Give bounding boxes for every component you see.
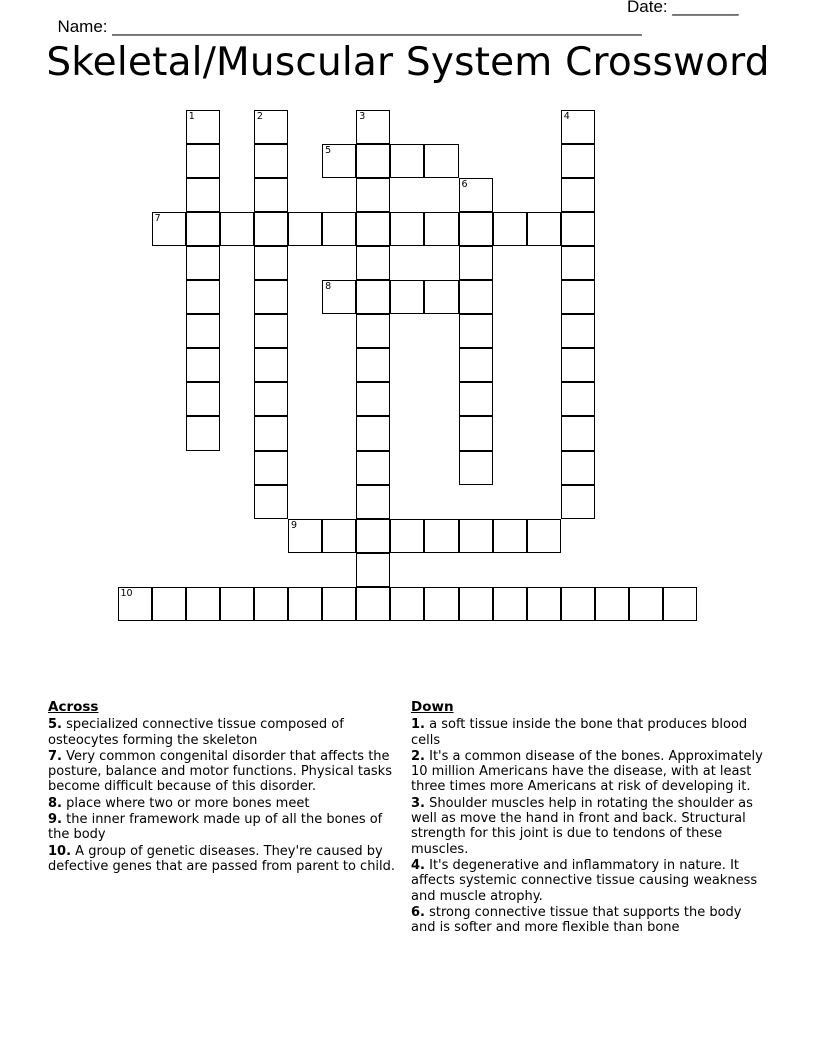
clue-number-label: 3 xyxy=(359,110,366,122)
clue-down-4 xyxy=(411,858,767,904)
grid-cell[interactable] xyxy=(186,280,220,314)
clue-text: It's degenerative and inflammatory in nature. It affects systemic connective tissue causing weakness and muscle atrophy. xyxy=(411,857,758,904)
grid-cell[interactable] xyxy=(322,212,356,246)
grid-cell[interactable] xyxy=(356,451,390,485)
grid-cell[interactable] xyxy=(322,280,356,314)
clue-number: 1. xyxy=(411,717,425,733)
grid-cell[interactable] xyxy=(186,178,220,212)
grid-cell[interactable] xyxy=(390,587,424,621)
grid-cell[interactable] xyxy=(459,382,493,416)
grid-cell[interactable] xyxy=(561,144,595,178)
clue-text: A group of genetic diseases. They're caused by defective genes that are passed from parent to child. xyxy=(48,843,396,874)
grid-cell[interactable] xyxy=(561,416,595,450)
grid-cell[interactable] xyxy=(561,314,595,348)
grid-cell[interactable] xyxy=(629,587,663,621)
grid-cell[interactable] xyxy=(322,519,356,553)
grid-cell[interactable] xyxy=(561,587,595,621)
clue-across-5 xyxy=(48,717,400,748)
clue-text: It's a common disease of the bones. Approximately 10 million Americans have the disease, with at least three times more Americans at risk of developing it. xyxy=(411,748,763,795)
grid-cell[interactable] xyxy=(254,451,288,485)
clue-text: a soft tissue inside the bone that produces blood cells xyxy=(411,717,748,748)
clue-number-label: 2 xyxy=(256,110,263,122)
grid-cell[interactable] xyxy=(254,382,288,416)
clue-across-10 xyxy=(48,844,400,875)
grid-cell[interactable] xyxy=(595,587,629,621)
grid-cell[interactable] xyxy=(459,587,493,621)
grid-cell[interactable] xyxy=(356,485,390,519)
clue-number: 3. xyxy=(411,795,425,811)
grid-cell[interactable] xyxy=(288,519,322,553)
grid-cell[interactable] xyxy=(288,587,322,621)
clue-number-label: 7 xyxy=(154,212,161,224)
down-clues xyxy=(411,700,767,936)
grid-cell[interactable] xyxy=(186,212,220,246)
grid-cell[interactable] xyxy=(356,416,390,450)
across-clues xyxy=(48,700,400,875)
clue-across-7 xyxy=(48,749,400,795)
clue-number: 10. xyxy=(48,843,72,859)
clue-number: 5. xyxy=(48,717,62,733)
grid-cell[interactable] xyxy=(186,587,220,621)
grid-cell[interactable] xyxy=(152,212,186,246)
clue-text: the inner framework made up of all the bones of the body xyxy=(48,812,383,843)
clue-number-label: 8 xyxy=(325,281,332,292)
grid-cell[interactable] xyxy=(459,451,493,485)
grid-cell[interactable] xyxy=(459,246,493,280)
clue-number-label: 6 xyxy=(461,178,468,190)
grid-cell[interactable] xyxy=(254,314,288,348)
clue-number: 7. xyxy=(48,748,62,764)
clue-number: 2. xyxy=(411,748,425,764)
grid-cell[interactable] xyxy=(356,519,390,553)
grid-cell[interactable] xyxy=(356,280,390,314)
grid-cell[interactable] xyxy=(561,485,595,519)
grid-cell[interactable] xyxy=(459,416,493,450)
grid-cell[interactable] xyxy=(390,212,424,246)
clue-number: 6. xyxy=(411,904,425,920)
name-field[interactable]: Name: ________________________________________________________ xyxy=(57,17,642,36)
grid-cell[interactable] xyxy=(459,212,493,246)
clue-text: Shoulder muscles help in rotating the shoulder as well as move the hand in front and back. Structural strength for this joint is due to tendons of these muscles. xyxy=(411,795,753,857)
clue-number: 9. xyxy=(48,812,62,828)
grid-cell[interactable] xyxy=(459,280,493,314)
grid-cell[interactable] xyxy=(254,110,288,144)
date-field[interactable]: Date: _______ xyxy=(627,0,739,16)
grid-cell[interactable] xyxy=(356,212,390,246)
grid-cell[interactable] xyxy=(527,212,561,246)
grid-cell[interactable] xyxy=(390,519,424,553)
clue-number-label: 9 xyxy=(291,519,298,531)
grid-cell[interactable] xyxy=(561,348,595,382)
grid-cell[interactable] xyxy=(186,382,220,416)
grid-cell[interactable] xyxy=(186,314,220,348)
grid-cell[interactable] xyxy=(561,382,595,416)
across-heading: Across xyxy=(48,699,99,715)
grid-cell[interactable] xyxy=(459,519,493,553)
clue-text: place where two or more bones meet xyxy=(61,795,310,811)
clue-across-9 xyxy=(48,812,400,843)
grid-cell[interactable] xyxy=(186,110,220,144)
clue-text: Very common congenital disorder that affects the posture, balance and motor functions. Physical tasks become difficult because of this disorder. xyxy=(48,748,392,795)
grid-cell[interactable] xyxy=(527,587,561,621)
grid-cell[interactable] xyxy=(493,212,527,246)
clue-down-6 xyxy=(411,905,767,936)
grid-cell[interactable] xyxy=(459,348,493,382)
page-title: Skeletal/Muscular System Crossword xyxy=(46,40,770,85)
grid-cell[interactable] xyxy=(322,587,356,621)
grid-cell[interactable] xyxy=(356,587,390,621)
grid-cell[interactable] xyxy=(561,246,595,280)
clue-text: strong connective tissue that supports the body and is softer and more flexible than bone xyxy=(411,904,742,936)
clue-number: 8. xyxy=(48,795,62,811)
clue-down-1 xyxy=(411,717,767,748)
grid-cell[interactable] xyxy=(459,178,493,212)
grid-cell[interactable] xyxy=(424,212,458,246)
grid-cell[interactable] xyxy=(254,416,288,450)
grid-cell[interactable] xyxy=(424,587,458,621)
grid-cell[interactable] xyxy=(493,587,527,621)
grid-cell[interactable] xyxy=(220,212,254,246)
grid-cell[interactable] xyxy=(356,246,390,280)
grid-cell[interactable] xyxy=(186,246,220,280)
clue-across-8 xyxy=(48,796,400,811)
clue-down-3 xyxy=(411,796,767,857)
grid-cell[interactable] xyxy=(254,348,288,382)
grid-cell[interactable] xyxy=(254,485,288,519)
grid-cell[interactable] xyxy=(561,110,595,144)
grid-cell[interactable] xyxy=(254,212,288,246)
clue-text: specialized connective tissue composed of osteocytes forming the skeleton xyxy=(48,717,344,748)
grid-cell[interactable] xyxy=(561,451,595,485)
grid-cell[interactable] xyxy=(356,553,390,587)
grid-cell[interactable] xyxy=(424,280,458,314)
grid-cell[interactable] xyxy=(254,144,288,178)
grid-cell[interactable] xyxy=(186,348,220,382)
grid-cell[interactable] xyxy=(424,519,458,553)
grid-cell[interactable] xyxy=(186,416,220,450)
grid-cell[interactable] xyxy=(356,382,390,416)
clue-number-label: 5 xyxy=(325,144,332,156)
grid-cell[interactable] xyxy=(527,519,561,553)
grid-cell[interactable] xyxy=(459,314,493,348)
grid-cell[interactable] xyxy=(356,144,390,178)
grid-cell[interactable] xyxy=(322,144,356,178)
grid-cell[interactable] xyxy=(254,587,288,621)
grid-cell[interactable] xyxy=(254,280,288,314)
grid-cell[interactable] xyxy=(561,280,595,314)
clue-number-label: 1 xyxy=(188,110,195,122)
grid-cell[interactable] xyxy=(186,144,220,178)
grid-cell[interactable] xyxy=(288,212,322,246)
grid-cell[interactable] xyxy=(220,587,254,621)
grid-cell[interactable] xyxy=(254,246,288,280)
clue-down-2 xyxy=(411,749,767,795)
grid-cell[interactable] xyxy=(152,587,186,621)
grid-cell[interactable] xyxy=(561,212,595,246)
grid-cell[interactable] xyxy=(390,144,424,178)
down-heading: Down xyxy=(411,699,454,715)
grid-cell[interactable] xyxy=(356,348,390,382)
grid-cell[interactable] xyxy=(390,280,424,314)
clue-number-label: 4 xyxy=(563,110,570,122)
clue-number-label: 10 xyxy=(120,587,133,599)
grid-cell[interactable] xyxy=(493,519,527,553)
grid-cell[interactable] xyxy=(356,110,390,144)
grid-cell[interactable] xyxy=(356,178,390,212)
grid-cell[interactable] xyxy=(424,144,458,178)
grid-cell[interactable] xyxy=(254,178,288,212)
grid-cell[interactable] xyxy=(118,587,152,621)
grid-cell[interactable] xyxy=(561,178,595,212)
clue-number: 4. xyxy=(411,857,425,873)
grid-cell[interactable] xyxy=(356,314,390,348)
grid-cell[interactable] xyxy=(663,587,697,621)
